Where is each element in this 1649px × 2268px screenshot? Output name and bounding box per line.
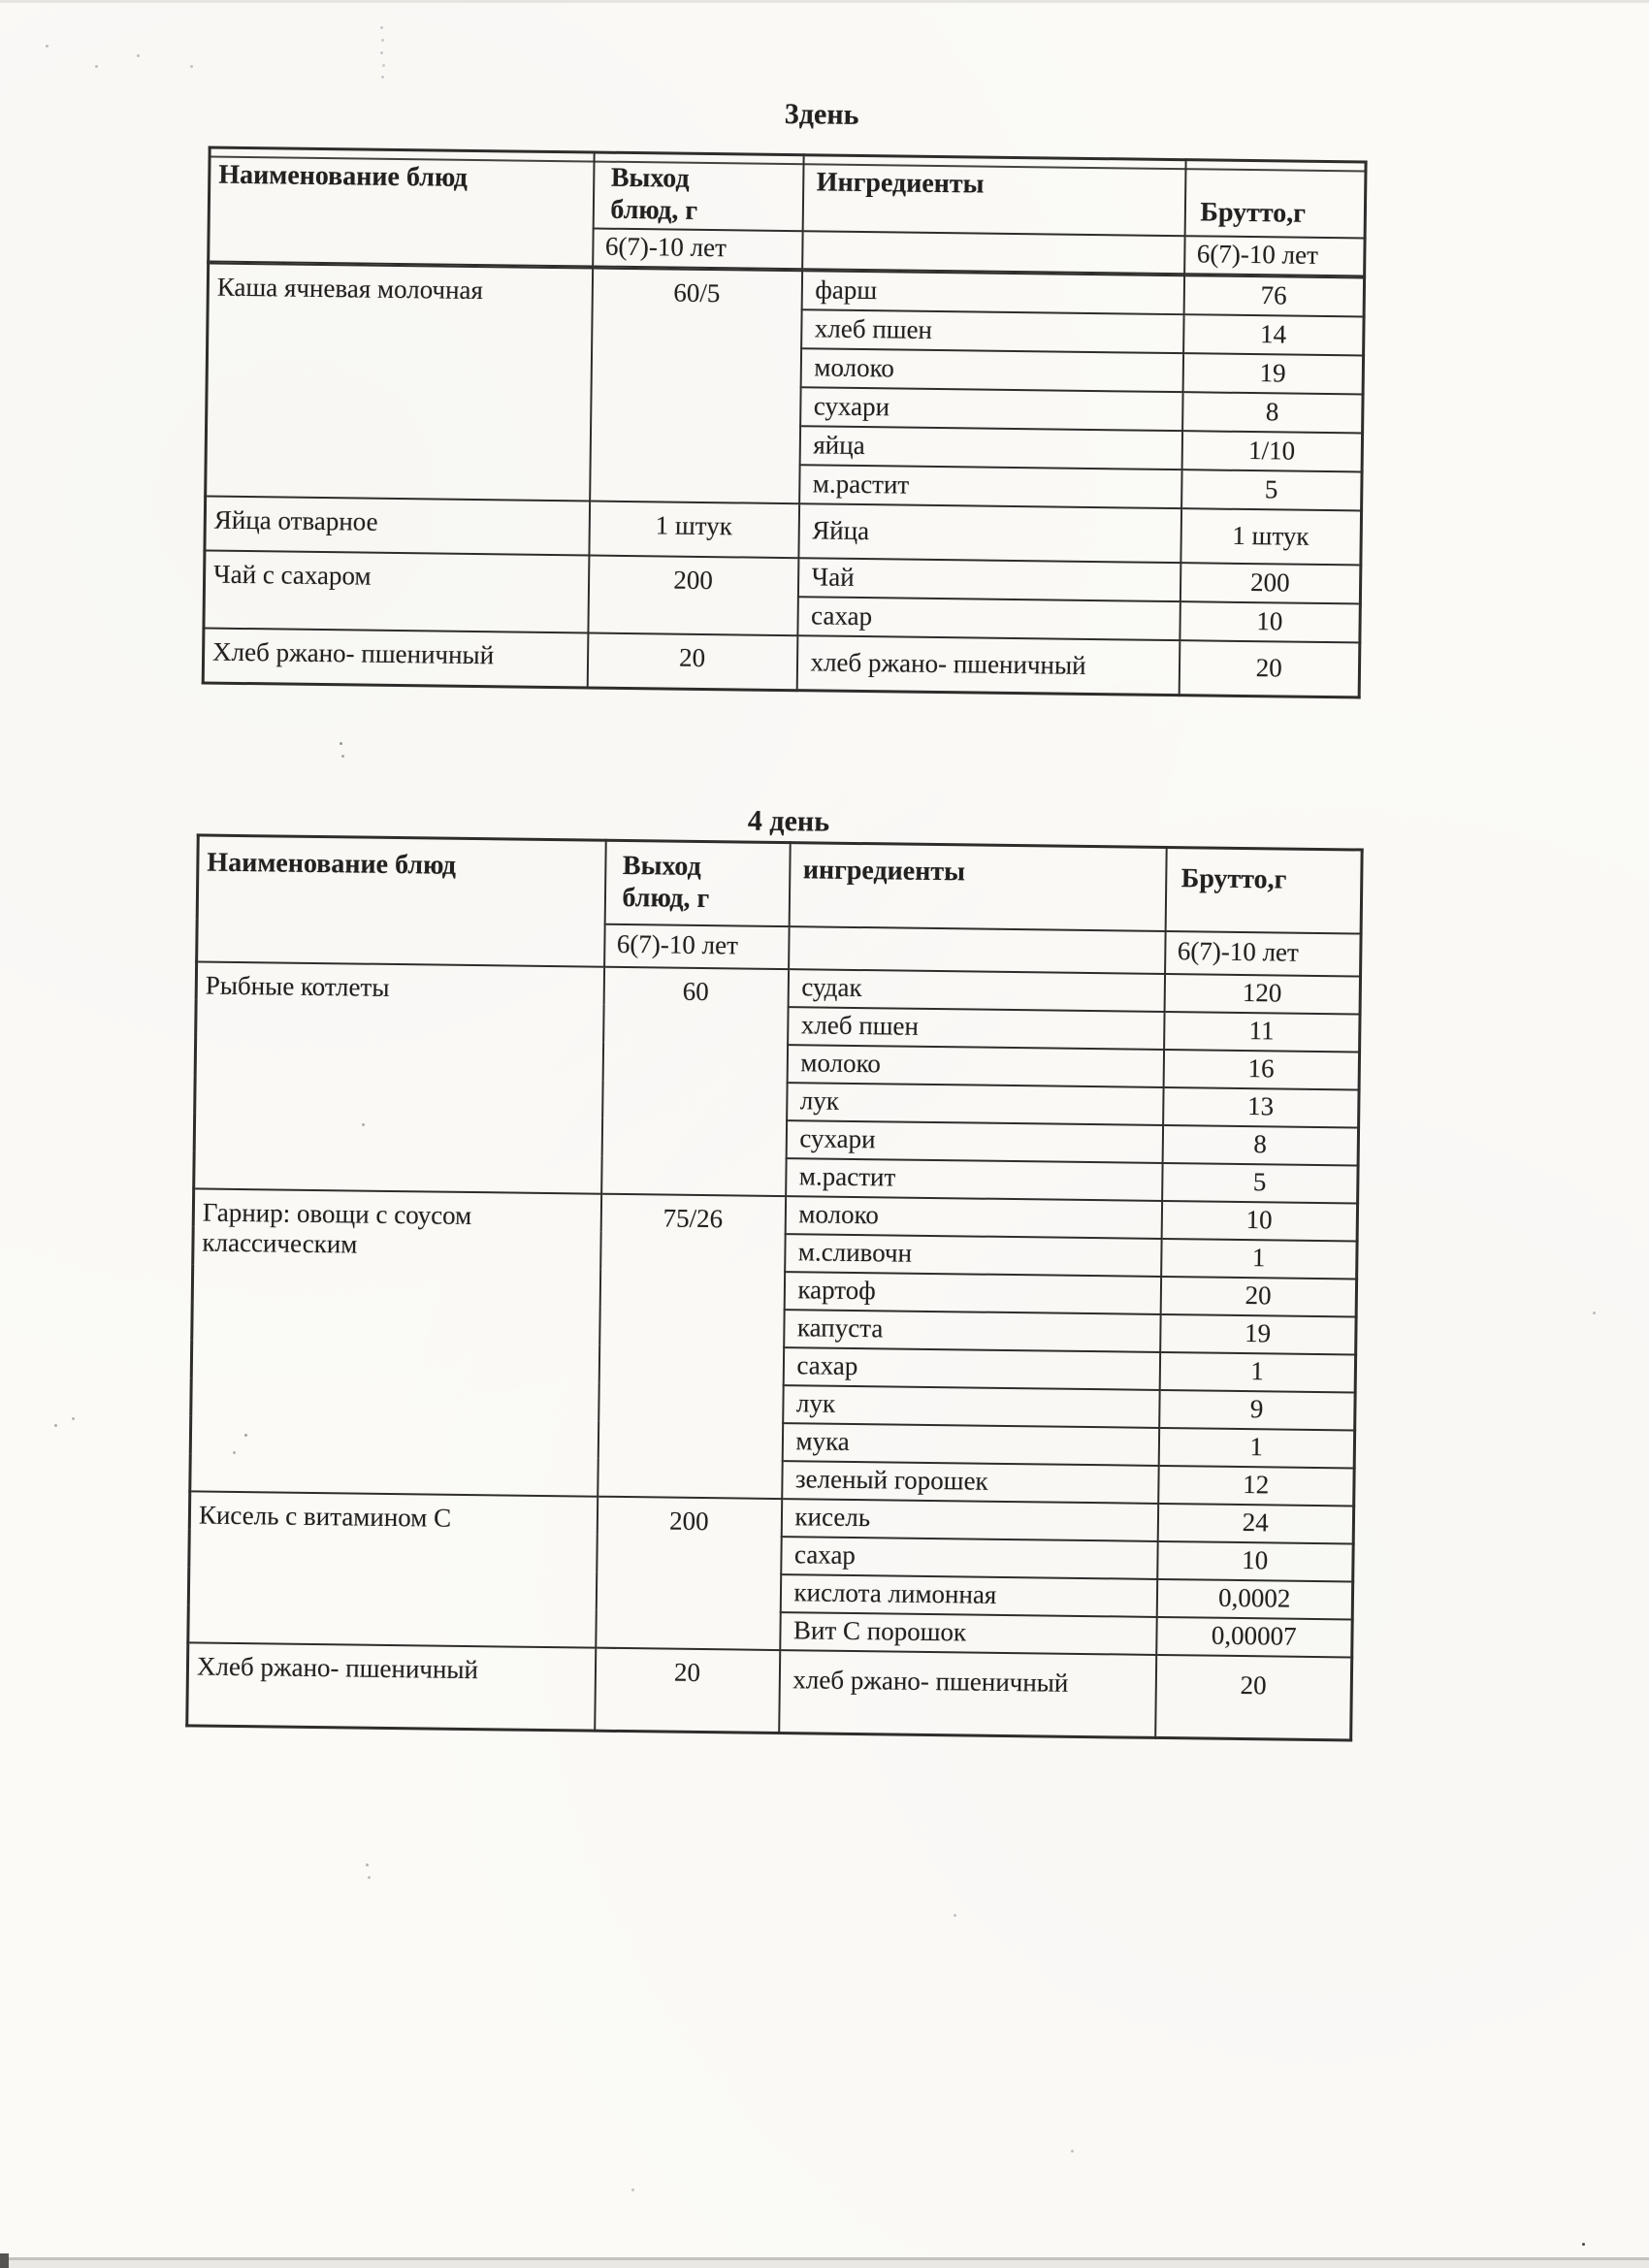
dish-name-cell: Гарнир: овощи с соусом классическим <box>190 1188 601 1496</box>
day-4-table-block <box>185 796 1361 1741</box>
dish-name-cell: Каша ячневая молочная <box>206 264 593 502</box>
ingredient-name-cell: Чай <box>797 559 1180 602</box>
ingredient-gross-cell: 20 <box>1160 1276 1356 1316</box>
ingredient-gross-cell: 9 <box>1159 1389 1355 1430</box>
ingredient-gross-cell: 76 <box>1183 276 1364 317</box>
table-header <box>209 147 1366 276</box>
menu-table <box>202 146 1368 699</box>
ingredient-name-cell: капуста <box>784 1310 1160 1352</box>
table-header <box>197 835 1363 976</box>
scan-edge-bottom <box>0 2257 1649 2268</box>
ingredient-name-cell: м.растит <box>799 466 1181 509</box>
age-group-output-cell: 6(7)-10 лет <box>593 228 802 270</box>
header-dish-name: Наименование блюд <box>197 835 606 966</box>
ingredient-name-cell: хлеб пшен <box>801 310 1183 354</box>
dish-name-cell: Чай с сахаром <box>204 551 589 633</box>
dish-output-cell: 200 <box>588 556 798 636</box>
ingredient-name-cell: хлеб ржано- пшеничный <box>779 1650 1156 1738</box>
scan-edge-top <box>0 0 1649 3</box>
ingredient-gross-cell: 10 <box>1161 1200 1357 1241</box>
age-group-gross-cell: 6(7)-10 лет <box>1165 930 1362 976</box>
ingredient-gross-cell: 10 <box>1180 602 1360 643</box>
dish-name-cell: Хлеб ржано- пшеничный <box>187 1642 596 1731</box>
header-dish-name: Наименование блюд <box>209 147 594 267</box>
ingredient-name-cell: м.растит <box>786 1158 1162 1201</box>
ingredient-name-cell: кисель <box>781 1499 1157 1541</box>
header-empty-cell <box>789 926 1166 974</box>
dish-output-cell: 60 <box>601 966 789 1195</box>
dish-name-cell: Яйца отварное <box>205 497 590 556</box>
age-group-gross-cell: 6(7)-10 лет <box>1184 236 1365 276</box>
ingredient-name-cell: Яйца <box>798 504 1181 564</box>
header-row-main <box>197 835 1362 933</box>
ingredient-name-cell: м.сливочн <box>785 1234 1161 1277</box>
ingredient-gross-cell: 1/10 <box>1181 432 1362 472</box>
ingredient-name-cell: молоко <box>800 349 1182 393</box>
day-3-table-block <box>202 90 1366 699</box>
ingredient-gross-cell: 5 <box>1181 470 1362 511</box>
header-output: Выход блюд, г <box>593 152 803 231</box>
header-ingredients: Ингредиенты <box>802 155 1185 236</box>
header-row-main <box>209 147 1366 238</box>
ingredient-gross-cell: 20 <box>1155 1654 1352 1740</box>
ingredient-name-cell: сухари <box>800 388 1182 432</box>
ingredient-name-cell: картоф <box>784 1272 1160 1314</box>
dish-name-cell: Рыбные котлеты <box>194 961 604 1193</box>
dish-name-cell: Хлеб ржано- пшеничный <box>203 629 588 688</box>
header-empty-cell <box>802 231 1184 275</box>
ingredient-name-cell: хлеб ржано- пшеничный <box>796 636 1180 696</box>
header-output: Выход блюд, г <box>604 840 790 925</box>
ingredient-gross-cell: 14 <box>1183 315 1364 356</box>
table-row <box>187 1642 1352 1740</box>
ingredient-gross-cell: 13 <box>1163 1086 1359 1127</box>
header-gross: Брутто,г <box>1165 847 1362 933</box>
ingredient-gross-cell: 8 <box>1182 393 1363 434</box>
ingredient-gross-cell: 0,0002 <box>1156 1578 1352 1619</box>
ingredient-gross-cell: 20 <box>1179 641 1360 697</box>
ingredient-gross-cell: 24 <box>1157 1503 1353 1543</box>
ingredient-name-cell: сахар <box>781 1537 1157 1579</box>
ingredient-gross-cell: 10 <box>1157 1540 1353 1581</box>
ingredient-gross-cell: 120 <box>1164 973 1360 1014</box>
ingredient-gross-cell: 1 <box>1159 1351 1355 1392</box>
dish-output-cell: 60/5 <box>590 269 802 504</box>
scan-corner-mark <box>0 2253 9 2268</box>
dish-name-cell: Кисель с витамином С <box>188 1491 598 1647</box>
dish-output-cell: 20 <box>595 1647 780 1733</box>
ingredient-gross-cell: 5 <box>1162 1162 1358 1203</box>
ingredient-name-cell: молоко <box>787 1045 1163 1087</box>
ingredient-name-cell: молоко <box>785 1196 1161 1239</box>
ingredient-gross-cell: 1 <box>1161 1238 1357 1279</box>
ingredient-gross-cell: 0,00007 <box>1156 1616 1352 1657</box>
ingredient-name-cell: лук <box>783 1385 1159 1428</box>
ingredient-name-cell: фарш <box>801 272 1183 315</box>
ingredient-gross-cell: 11 <box>1164 1011 1360 1052</box>
header-gross: Брутто,г <box>1184 160 1366 238</box>
ingredient-gross-cell: 16 <box>1163 1049 1359 1089</box>
ingredient-gross-cell: 19 <box>1160 1313 1356 1354</box>
ingredient-gross-cell: 1 <box>1158 1427 1354 1468</box>
ingredient-gross-cell: 19 <box>1182 354 1363 395</box>
dish-output-cell: 20 <box>587 633 797 691</box>
dish-output-cell: 75/26 <box>598 1193 786 1498</box>
table-title: 4 день <box>747 804 830 838</box>
menu-table <box>185 833 1363 1741</box>
ingredient-name-cell: Вит С порошок <box>780 1612 1156 1655</box>
ingredient-name-cell: хлеб пшен <box>788 1007 1164 1050</box>
table-body <box>187 961 1361 1740</box>
ingredient-name-cell: зеленый горошек <box>782 1461 1158 1504</box>
ingredient-name-cell: мука <box>782 1423 1158 1466</box>
dish-output-cell: 200 <box>596 1496 782 1649</box>
header-ingredients: ингредиенты <box>789 843 1166 931</box>
ingredient-name-cell: сахар <box>783 1347 1159 1390</box>
table-body <box>203 264 1364 697</box>
ingredient-gross-cell: 200 <box>1180 564 1360 604</box>
age-group-output-cell: 6(7)-10 лет <box>604 923 790 968</box>
ingredient-gross-cell: 12 <box>1158 1465 1354 1506</box>
ingredient-name-cell: лук <box>787 1083 1163 1125</box>
ingredient-name-cell: сахар <box>797 598 1180 641</box>
ingredient-name-cell: кислота лимонная <box>780 1574 1156 1617</box>
table-title: 3день <box>784 97 859 131</box>
ingredient-name-cell: судак <box>788 969 1164 1012</box>
ingredient-name-cell: сухари <box>786 1120 1162 1163</box>
dish-output-cell: 1 штук <box>589 502 799 559</box>
ingredient-name-cell: яйца <box>799 427 1181 470</box>
ingredient-gross-cell: 8 <box>1162 1124 1358 1165</box>
ingredient-gross-cell: 1 штук <box>1180 509 1362 566</box>
